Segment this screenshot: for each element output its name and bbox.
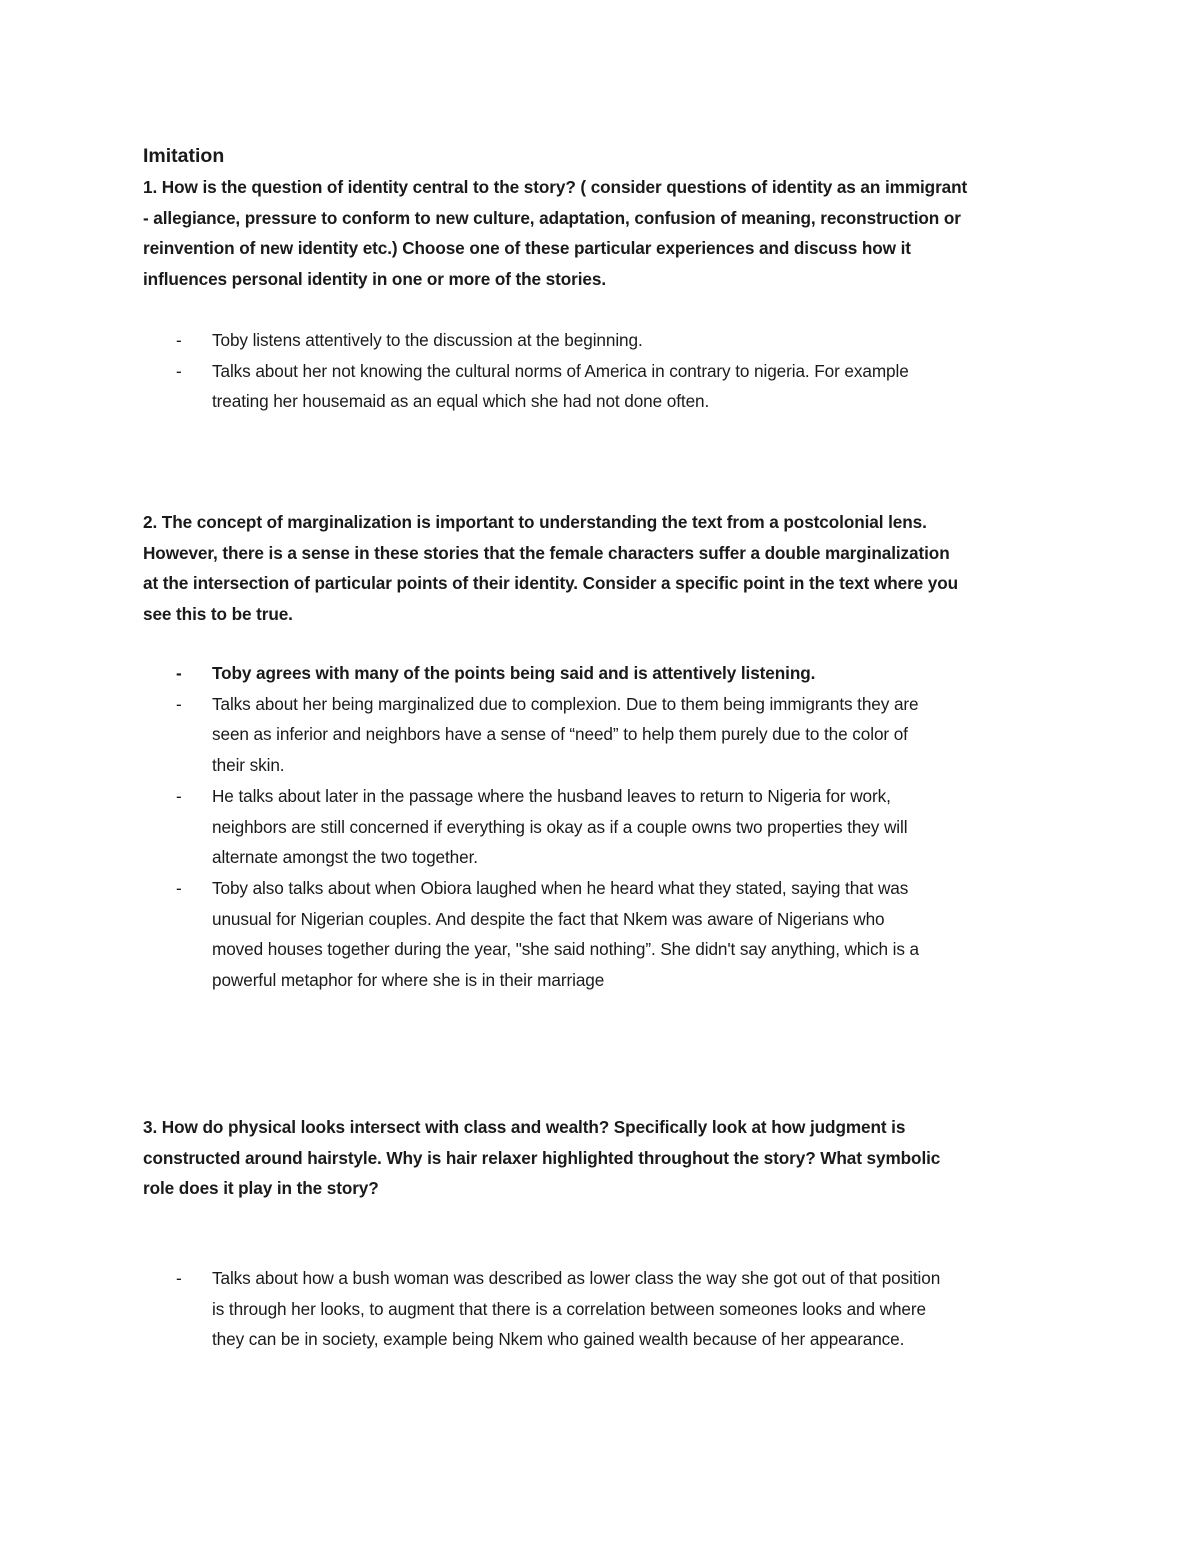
question-2	[143, 507, 1063, 630]
answer-line: unusual for Nigerian couples. And despite the fact that Nkem was aware of Nigerians who	[212, 908, 885, 929]
question-1-line: influences personal identity in one or more of the stories.	[143, 269, 607, 290]
answer-line: alternate amongst the two together.	[212, 847, 478, 868]
answer-line: He talks about later in the passage where the husband leaves to return to Nigeria for work,	[212, 785, 891, 806]
question-2-line: at the intersection of particular points of their identity. Consider a specific point in the text where you	[143, 573, 959, 594]
answer-line: Toby also talks about when Obiora laughed when he heard what they stated, saying that was	[212, 877, 909, 898]
answer-item	[143, 781, 1068, 873]
answer-item	[143, 1263, 1068, 1355]
document-title: Imitation	[143, 145, 225, 167]
answer-line: Talks about her being marginalized due to complexion. Due to them being immigrants they are	[212, 693, 919, 714]
dash-bullet: -	[176, 785, 182, 806]
question-1-line: reinvention of new identity etc.) Choose one of these particular experiences and discuss how it	[143, 238, 911, 259]
answer-list-3	[143, 1263, 1068, 1355]
answer-item	[143, 873, 1068, 996]
dash-bullet: -	[176, 693, 182, 714]
answer-line: treating her housemaid as an equal which she had not done often.	[212, 391, 710, 412]
answer-item	[143, 356, 1068, 417]
answer-line: seen as inferior and neighbors have a sense of “need” to help them purely due to the color of	[212, 724, 908, 745]
answer-item	[143, 658, 1068, 689]
question-1-line: - allegiance, pressure to conform to new culture, adaptation, confusion of meaning, reconstruction or	[143, 207, 961, 228]
dash-bullet: -	[176, 663, 182, 683]
answer-line: Talks about her not knowing the cultural norms of America in contrary to nigeria. For example	[212, 360, 909, 381]
dash-bullet: -	[176, 330, 182, 350]
question-2-line: However, there is a sense in these stories that the female characters suffer a double marginalization	[143, 542, 950, 563]
question-1-line: 1. How is the question of identity central to the story? ( consider questions of identity as an immigrant	[143, 177, 968, 197]
answer-line: Toby listens attentively to the discussion at the beginning.	[212, 330, 643, 350]
question-2-line: see this to be true.	[143, 604, 293, 625]
dash-bullet: -	[176, 877, 182, 898]
question-3	[143, 1112, 1063, 1204]
answer-line: Toby agrees with many of the points being said and is attentively listening.	[212, 663, 816, 683]
answer-line: they can be in society, example being Nkem who gained wealth because of her appearance.	[212, 1329, 905, 1350]
question-3-line: 3. How do physical looks intersect with class and wealth? Specifically look at how judgment is	[143, 1117, 906, 1137]
answer-line: Talks about how a bush woman was described as lower class the way she got out of that position	[212, 1268, 941, 1288]
answer-line: powerful metaphor for where she is in their marriage	[212, 970, 605, 991]
dash-bullet: -	[176, 360, 182, 381]
answer-list-2	[143, 658, 1068, 996]
question-1	[143, 172, 1063, 295]
answer-list-1	[143, 325, 1068, 417]
question-3-line: constructed around hairstyle. Why is hair relaxer highlighted throughout the story? What symbolic	[143, 1147, 941, 1168]
answer-item	[143, 325, 1068, 356]
answer-line: is through her looks, to augment that there is a correlation between someones looks and where	[212, 1298, 926, 1319]
question-2-line: 2. The concept of marginalization is important to understanding the text from a postcolonial lens.	[143, 512, 927, 532]
answer-line: neighbors are still concerned if everything is okay as if a couple owns two properties they will	[212, 816, 908, 837]
question-3-line: role does it play in the story?	[143, 1178, 379, 1199]
answer-item	[143, 689, 1068, 781]
dash-bullet: -	[176, 1268, 182, 1288]
answer-line: moved houses together during the year, "she said nothing”. She didn't say anything, which is a	[212, 939, 920, 960]
answer-line: their skin.	[212, 755, 285, 776]
